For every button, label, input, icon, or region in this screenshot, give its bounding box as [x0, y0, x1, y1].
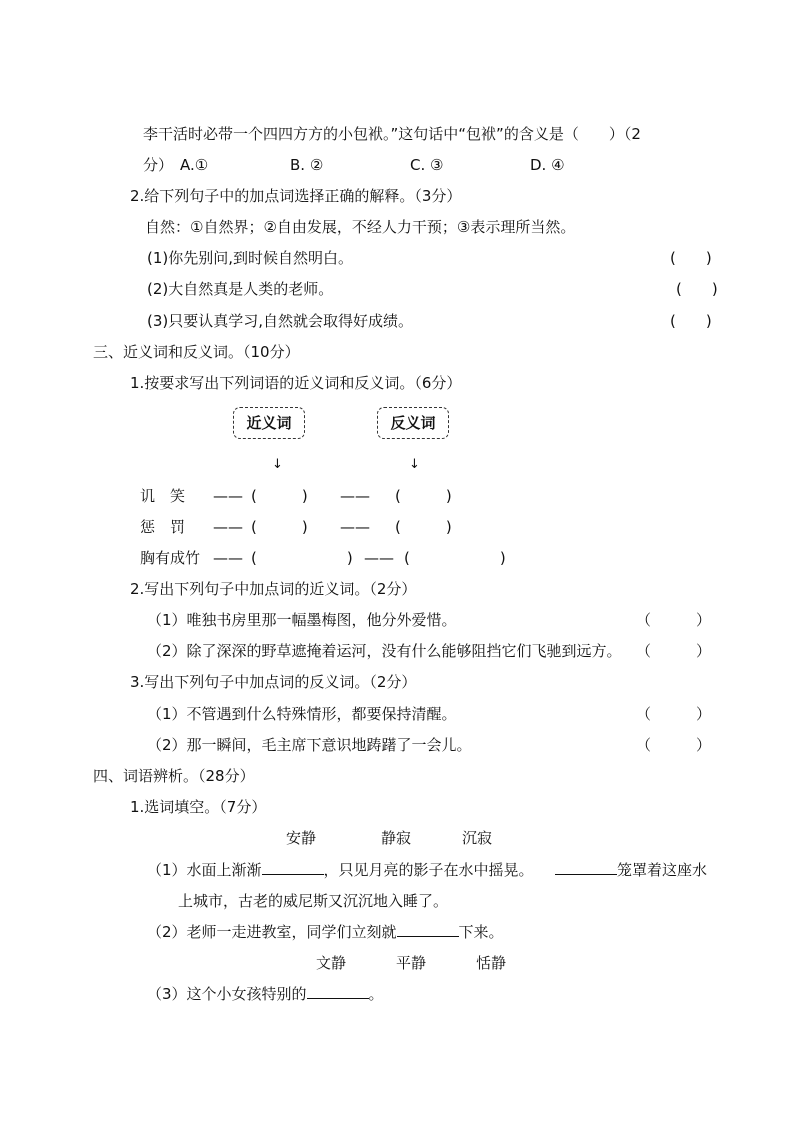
sentence-text: 下来。	[458, 923, 504, 941]
fill-sentence	[555, 860, 707, 880]
sub-question: （2）那一瞬间，毛主席下意识地踌躇了一会儿。	[147, 736, 472, 754]
answer-paren[interactable]: （ ）	[636, 736, 712, 754]
word-choice: 沉寂	[462, 829, 493, 847]
answer-paren[interactable]: （ ）	[636, 642, 712, 660]
antonym-blank[interactable]: ( )	[395, 518, 452, 536]
fill-blank[interactable]	[397, 922, 459, 937]
section-title: 四、词语辨析。（28分）	[93, 767, 255, 785]
question-text-line: 李干活时必带一个四四方方的小包袱。”这句话中“包袱”的含义是（ ）（2	[143, 125, 641, 143]
section-title: 三、近义词和反义词。（10分）	[93, 343, 300, 361]
word-label: 惩 罚	[140, 518, 186, 536]
answer-paren[interactable]: ( )	[676, 280, 718, 298]
option-a: A.①	[180, 156, 209, 174]
sentence-text: ，只见月亮的影子在水中摇晃。	[323, 861, 534, 879]
fill-blank[interactable]	[262, 860, 324, 875]
answer-paren[interactable]: ( )	[670, 249, 712, 267]
word-choice: 文静	[316, 954, 347, 972]
fill-blank[interactable]	[307, 984, 369, 999]
sub-question: (3)只要认真学习,自然就会取得好成绩。	[147, 312, 414, 330]
option-d: D. ④	[530, 156, 565, 174]
sub-question: （1）不管遇到什么特殊情形，都要保持清醒。	[147, 705, 457, 723]
question-title: 3.写出下列句子中加点词的反义词。（2分）	[130, 673, 417, 691]
question-title: 2.给下列句子中的加点词选择正确的解释。（3分）	[130, 187, 462, 205]
fill-sentence	[147, 984, 384, 1004]
synonym-blank[interactable]: ( )	[251, 518, 308, 536]
antonym-blank[interactable]: ( )	[395, 487, 452, 505]
sentence-text: 笼罩着这座水	[617, 861, 708, 879]
sub-question: （1）唯独书房里那一幅墨梅图，他分外爱惜。	[147, 611, 457, 629]
sentence-text: 。	[368, 985, 384, 1003]
arrow-down-icon: ↓	[272, 457, 283, 472]
word-choice: 静寂	[381, 829, 412, 847]
synonym-blank[interactable]: ( )	[251, 549, 353, 567]
answer-paren[interactable]: （ ）	[636, 611, 712, 629]
antonym-box: 反义词	[377, 407, 449, 439]
dash: ——	[340, 487, 370, 505]
question-title: 1.按要求写出下列词语的近义词和反义词。（6分）	[130, 374, 462, 392]
synonym-box: 近义词	[233, 407, 305, 439]
sub-question: (2)大自然真是人类的老师。	[147, 280, 334, 298]
dash: ——	[213, 518, 243, 536]
word-label: 讥 笑	[140, 487, 186, 505]
sub-question: (1)你先别问,到时候自然明白。	[147, 249, 354, 267]
sentence-text: （2）老师一走进教室，同学们立刻就	[147, 923, 397, 941]
dash: ——	[340, 518, 370, 536]
arrow-down-icon: ↓	[409, 457, 420, 472]
antonym-blank[interactable]: ( )	[404, 549, 506, 567]
fill-sentence	[147, 860, 534, 880]
dash: ——	[364, 549, 394, 567]
dash: ——	[213, 487, 243, 505]
word-choice: 恬静	[476, 954, 507, 972]
answer-paren[interactable]: （ ）	[636, 705, 712, 723]
definition-line: 自然：①自然界；②自由发展，不经人力干预；③表示理所当然。	[145, 218, 576, 236]
synonym-blank[interactable]: ( )	[251, 487, 308, 505]
question-title: 1.选词填空。（7分）	[130, 798, 267, 816]
option-c: C. ③	[410, 156, 444, 174]
fill-sentence	[147, 922, 504, 942]
sentence-text: （3）这个小女孩特别的	[147, 985, 307, 1003]
question-title: 2.写出下列句子中加点词的近义词。（2分）	[130, 580, 417, 598]
word-label: 胸有成竹	[140, 549, 201, 567]
sub-question: （2）除了深深的野草遮掩着运河，没有什么能够阻挡它们飞驰到远方。	[147, 642, 622, 660]
word-choice: 平静	[396, 954, 427, 972]
option-b: B. ②	[290, 156, 324, 174]
word-choice: 安静	[286, 829, 317, 847]
fill-blank[interactable]	[555, 860, 617, 875]
sentence-text: 上城市，古老的威尼斯又沉沉地入睡了。	[178, 892, 449, 910]
answer-paren[interactable]: ( )	[670, 312, 712, 330]
question-text-line: 分）	[143, 156, 174, 174]
dash: ——	[213, 549, 243, 567]
sentence-text: （1）水面上渐渐	[147, 861, 262, 879]
